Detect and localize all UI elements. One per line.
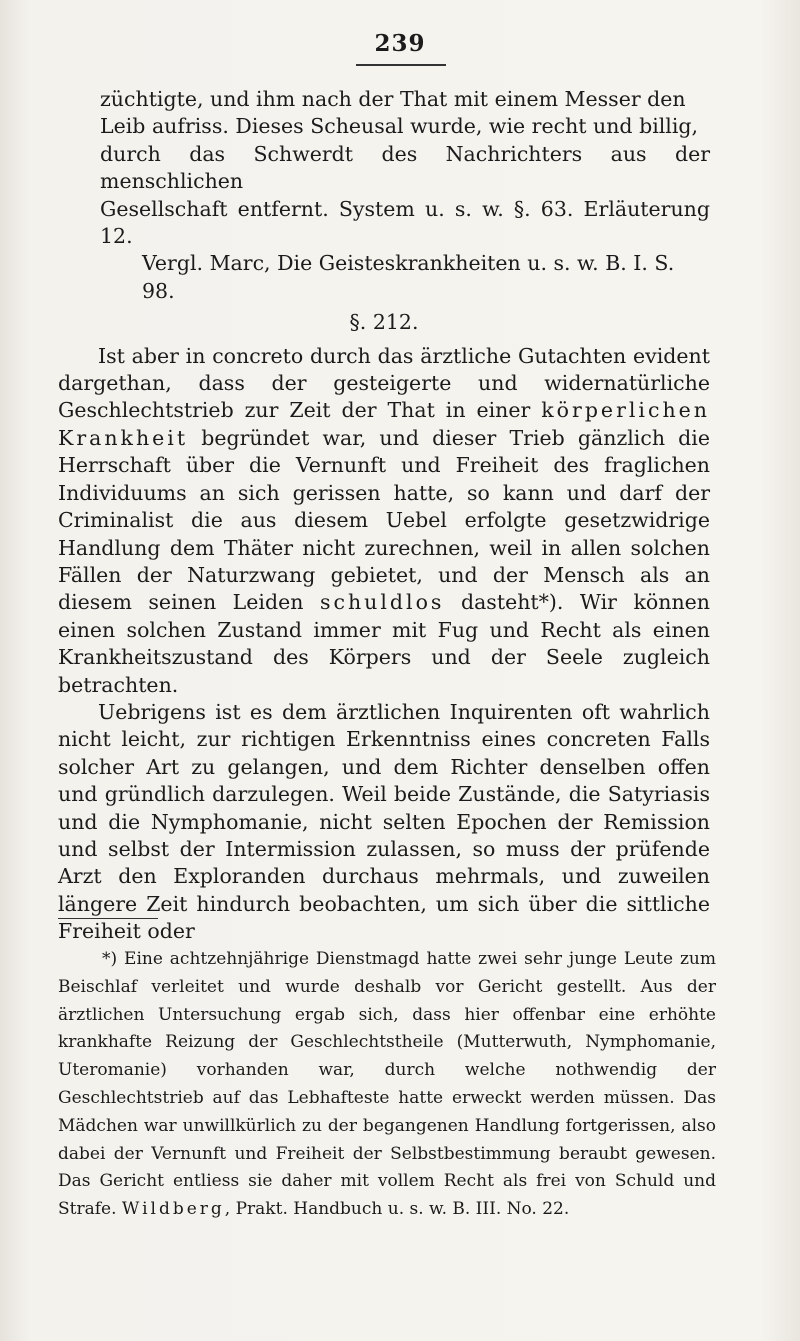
main-text xyxy=(58,86,710,946)
emphasis-schuldlos: schuldlos xyxy=(319,590,445,615)
paragraph-1-text-a: Ist aber in concreto durch das ärztliche Gutachten evident dargethan, dass der gesteigerte und widernatürliche Geschlechtstrieb zur Zeit der That in einer xyxy=(58,343,710,423)
footnote-rule xyxy=(58,918,158,919)
paragraph-1-text-c: dasteht*). Wir können einen solchen Zustand immer mit Fug und Recht als einen Krankheitszustand des Körpers und der Seele zugleich betrachten. xyxy=(58,590,710,697)
paragraph-1-text-b: begründet war, und dieser Trieb gänzlich die Herrschaft über die Vernunft und Freiheit des fraglichen Individuums an sich gerissen hatte, so kann und darf der Criminalist die aus diesem Uebel erfolgte gesetzwidrige Handlung dem Thäter nicht zurechnen, weil in allen solchen Fällen der Naturzwang gebietet, und der Mensch als an diesem seinen Leiden xyxy=(58,425,710,615)
text-line: Leib aufriss. Dieses Scheusal wurde, wie recht und billig, xyxy=(100,114,699,139)
footnote-author: Wildberg xyxy=(121,1199,225,1220)
footnote-text-a: *) Eine achtzehnjährige Dienstmagd hatte zwei sehr junge Leute zum Beischlaf verleitet und wurde deshalb vor Gericht gestellt. Aus der ärztlichen Untersuchung ergab sich, dass hier offenbar eine erhöhte krankhafte Reizung der Geschlechtstheile (Mutterwuth, Nymphomanie, Uteromanie) vorhanden war, durch welche nothwendig der Geschlechtstrieb auf das Lebhafteste hatte erweckt werden müssen. Das Mädchen war unwillkürlich zu der begangenen Handlung fortgerissen, also dabei der Vernunft und Freiheit der Selbstbestimmung beraubt gewesen. Das Gericht entliess sie daher mit vollem Recht als frei von Schuld und Strafe. xyxy=(58,949,716,1220)
paragraph-2: Uebrigens ist es dem ärztlichen Inquirenten oft wahrlich nicht leicht, zur richtigen Erkenntniss eines concreten Falls solcher Art zu gelangen, und dem Richter denselben offen und gründlich darzulegen. Weil beide Zustände, die Satyriasis und die Nymphomanie, nicht selten Epochen der Remission und selbst der Intermission zulassen, so muss der prüfende Arzt den Exploranden durchaus mehrmals, und zuweilen längere Zeit hindurch beobachten, um sich über die sittliche Freiheit oder xyxy=(58,699,710,944)
emphasis-koerperlichen-krankheit: körperlichen Krankheit xyxy=(58,398,710,450)
page-number: 239 xyxy=(374,30,426,57)
section-heading: §. 212. xyxy=(349,310,419,335)
footnote-text-b: , Prakt. Handbuch u. s. w. B. III. No. 22. xyxy=(224,1199,570,1220)
text-line: Gesellschaft entfernt. System u. s. w. §. 63. Erläuterung 12. xyxy=(100,196,710,249)
footnote xyxy=(58,946,716,1224)
text-line: züchtigte, und ihm nach der That mit einem Messer den xyxy=(100,87,686,111)
header-rule xyxy=(356,64,446,66)
footnote-text xyxy=(58,946,716,1224)
text-line: durch das Schwerdt des Nachrichters aus der menschlichen xyxy=(100,141,710,194)
paragraph-1 xyxy=(58,343,710,699)
text-line: Vergl. Marc, Die Geisteskrankheiten u. s. w. B. I. S. 98. xyxy=(142,251,675,303)
